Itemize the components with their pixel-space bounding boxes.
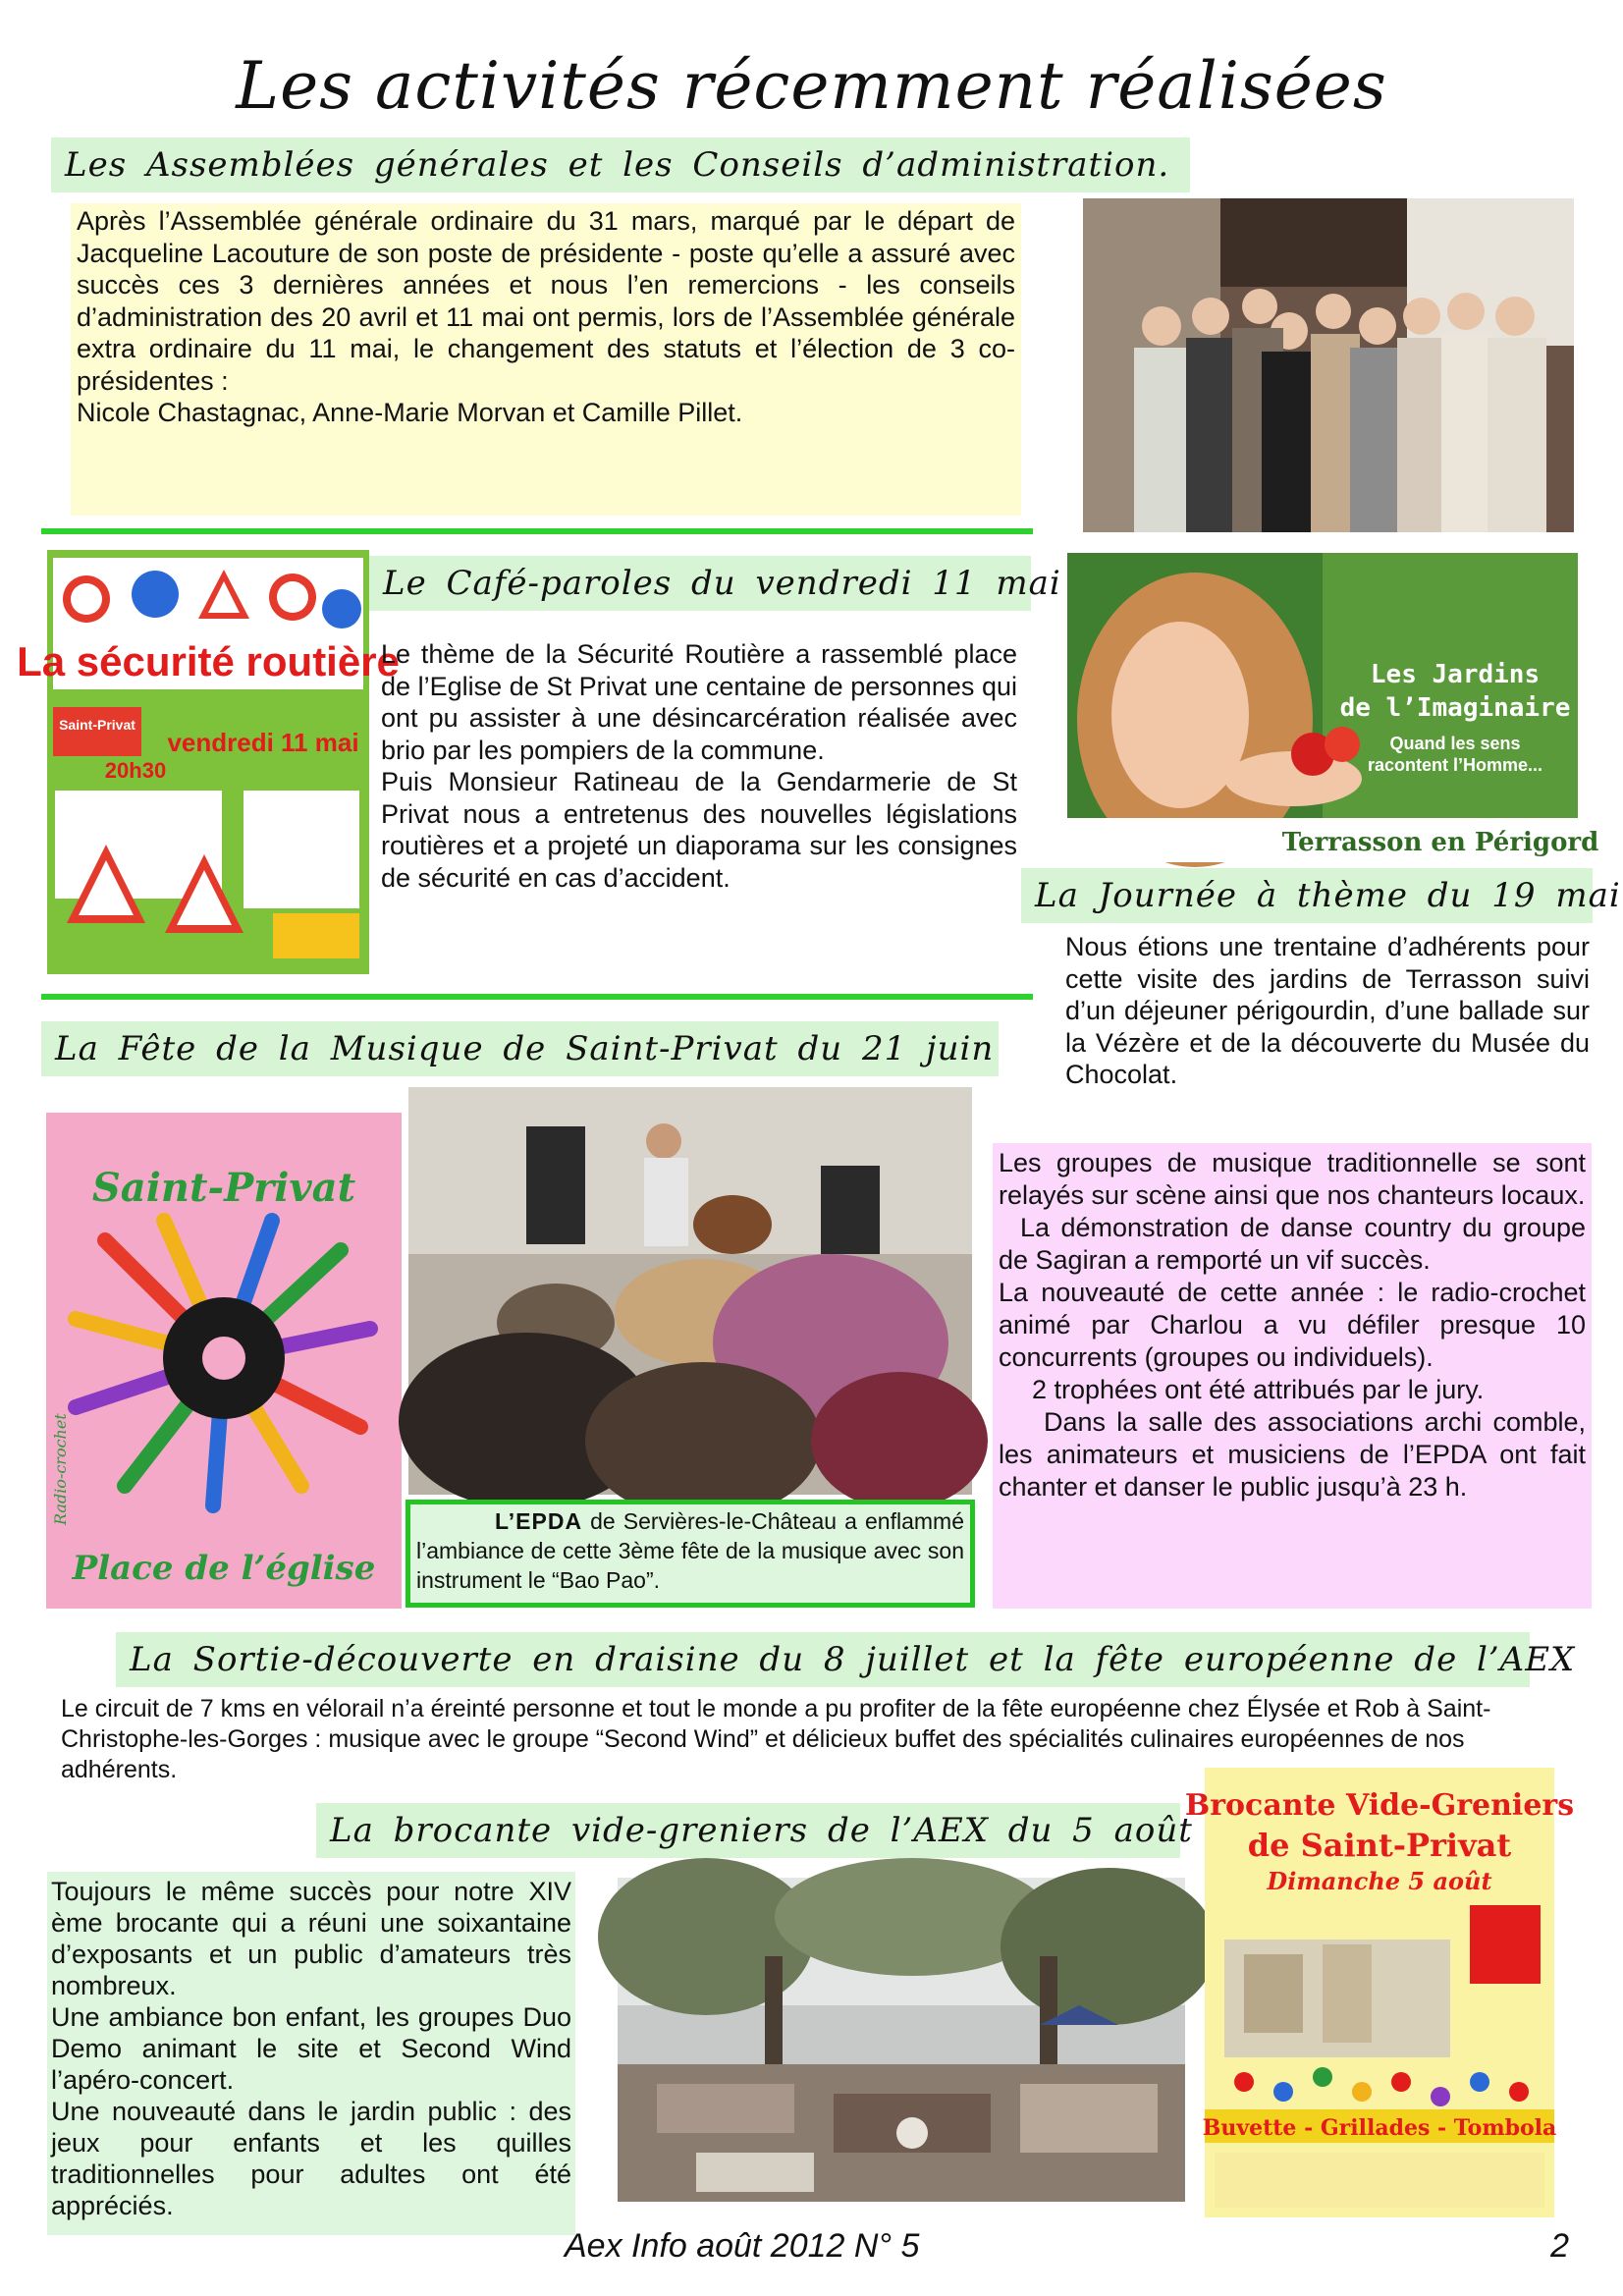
brocante-paragraph-2: Une ambiance bon enfant, les groupes Duo Demo animant le site et Second Wind l’apéro-concert.	[51, 2002, 571, 2095]
poster-securite-routiere	[17, 550, 400, 974]
assemblees-text: Après l’Assemblée générale ordinaire du 31 mars, marqué par le départ de Jacqueline Lacouture de son poste de présidente - poste qu’elle a assuré avec succès ces 3 dernières années et nous l’en remercions - les conseils d’administration des 20 avril et 11 mai ont permis, lors de l’Assemblée générale extra ordinaire du 11 mai, le changement des statuts et l’élection de 3 co-présidentes :	[77, 206, 1015, 396]
poster-brocante-date: Dimanche 5 août	[1267, 1867, 1492, 1895]
brocante-text-box	[47, 1872, 575, 2235]
poster-brocante-title-1: Brocante Vide-Greniers	[1184, 1788, 1575, 1823]
poster-jardins-imaginaire	[1067, 553, 1599, 862]
journee-text: Nous étions une trentaine d’adhérents pour cette visite des jardins de Terrasson suivi d’un déjeuner périgourdin, d’une ballade sur la Vézère et de la découverte du Musée du Chocolat.	[1065, 932, 1590, 1089]
poster-securite-time: 20h30	[104, 758, 167, 783]
poster-jardins-illustration	[1067, 553, 1599, 862]
poster-securite-title: La sécurité routière	[17, 638, 400, 684]
market-photo-illustration	[618, 1878, 1185, 2202]
poster-fete-musique	[46, 1113, 402, 1609]
poster-jardins-footer: Terrasson en Périgord	[1281, 828, 1599, 857]
poster-musique-illustration	[46, 1113, 402, 1609]
musique-text-box	[993, 1143, 1592, 1609]
poster-securite-date: vendredi 11 mai	[167, 728, 359, 757]
assemblees-names: Nicole Chastagnac, Anne-Marie Morvan et Camille Pillet.	[77, 398, 743, 427]
heading-brocante: La brocante vide-greniers de l’AEX du 5 août	[316, 1803, 1180, 1858]
heading-journee-theme: La Journée à thème du 19 mai	[1021, 868, 1593, 923]
photo-brocante-market	[618, 1878, 1185, 2202]
poster-brocante-title-2: de Saint-Privat	[1247, 1827, 1512, 1864]
epda-caption-text: de Servières-le-Château a enflammé l’ambiance de cette 3ème fête de la musique avec son instrument le “Bao Pao”.	[416, 1508, 964, 1593]
cafe-text-2: Puis Monsieur Ratineau de la Gendarmerie de St Privat nous a entretenus des nouvelles législations routières et a projeté un diaporama sur les consignes de sécurité en cas d’accident.	[381, 767, 1017, 893]
footer-label: Aex Info août 2012 N° 5	[565, 2227, 920, 2265]
heading-sortie-decouverte: La Sortie-découverte en draisine du 8 juillet et la fête européenne de l’AEX	[116, 1632, 1530, 1687]
sortie-text: Le circuit de 7 kms en vélorail n’a éreinté personne et tout le monde a pu profiter de la fête européenne chez Élysée et Rob à Saint-Christophe-les-Gorges : musique avec le groupe “Second Wind” et délicieux buffet des spécialités culinaires européennes de nos adhérents.	[61, 1695, 1491, 1783]
brocante-paragraph-3: Une nouveauté dans le jardin public : des jeux pour enfants et les quilles traditionnelles pour adultes ont été appréciés.	[51, 2097, 571, 2220]
group-photo-illustration	[1083, 198, 1574, 532]
poster-jardins-tagline-1: Quand les sens	[1389, 734, 1521, 753]
concert-photo-illustration	[408, 1087, 972, 1495]
poster-musique-bottom: Place de l’église	[72, 1549, 376, 1588]
divider-rule	[41, 994, 1033, 1000]
poster-musique-title: Saint-Privat	[91, 1165, 356, 1211]
photo-epda-concert	[408, 1087, 972, 1495]
epda-caption-lead: L’EPDA	[495, 1508, 583, 1534]
poster-jardins-tagline-2: racontent l’Homme...	[1367, 755, 1543, 775]
page-number: 2	[1550, 2227, 1569, 2265]
epda-caption-box	[406, 1500, 975, 1608]
poster-jardins-title-2: de l’Imaginaire	[1339, 693, 1571, 723]
photo-assemblee-group	[1083, 198, 1574, 532]
heading-cafe-paroles: Le Café-paroles du vendredi 11 mai	[369, 556, 1031, 611]
cafe-text-1: Le thème de la Sécurité Routière a rassemblé place de l’Eglise de St Privat une centaine de personnes qui ont pu assister à une désincarcération réalisée avec brio par les pompiers de la commune.	[381, 639, 1017, 765]
poster-brocante	[1184, 1768, 1575, 2217]
poster-brocante-illustration	[1184, 1768, 1575, 2217]
poster-jardins-title-1: Les Jardins	[1370, 660, 1541, 689]
musique-paragraph-5: Dans la salle des associations archi comble, les animateurs et musiciens de l’EPDA ont fait chanter et danser le public jusqu’à 23 h.	[999, 1407, 1586, 1502]
divider-rule	[41, 528, 1033, 534]
page-title: Les activités récemment réalisées	[236, 48, 1387, 124]
assemblees-text-box	[71, 203, 1021, 516]
heading-fete-musique: La Fête de la Musique de Saint-Privat du 21 juin	[41, 1021, 999, 1076]
brocante-paragraph-1: Toujours le même succès pour notre XIV ème brocante qui a réuni une soixantaine d’exposants et un public d’amateurs très nombreux.	[51, 1877, 571, 2000]
cafe-text-block	[381, 638, 1017, 894]
musique-paragraph-1: Les groupes de musique traditionnelle se sont relayés sur scène ainsi que nos chanteurs locaux.	[999, 1148, 1586, 1210]
poster-brocante-bottom: Buvette - Grillades - Tombola	[1202, 2115, 1557, 2141]
poster-securite-illustration	[17, 550, 400, 974]
musique-paragraph-3: La nouveauté de cette année : le radio-crochet animé par Charlou a vu défiler presque 10 concurrents (groupes ou individuels).	[999, 1278, 1586, 1372]
poster-securite-place: Saint-Privat	[59, 717, 135, 733]
musique-paragraph-4: 2 trophées ont été attribués par le jury.	[1032, 1375, 1485, 1404]
musique-paragraph-2: La démonstration de danse country du groupe de Sagiran a remporté un vif succès.	[999, 1213, 1586, 1275]
heading-assemblees: Les Assemblées générales et les Conseils d’administration.	[51, 137, 1190, 192]
poster-musique-side: Radio-crochet	[51, 1413, 70, 1525]
